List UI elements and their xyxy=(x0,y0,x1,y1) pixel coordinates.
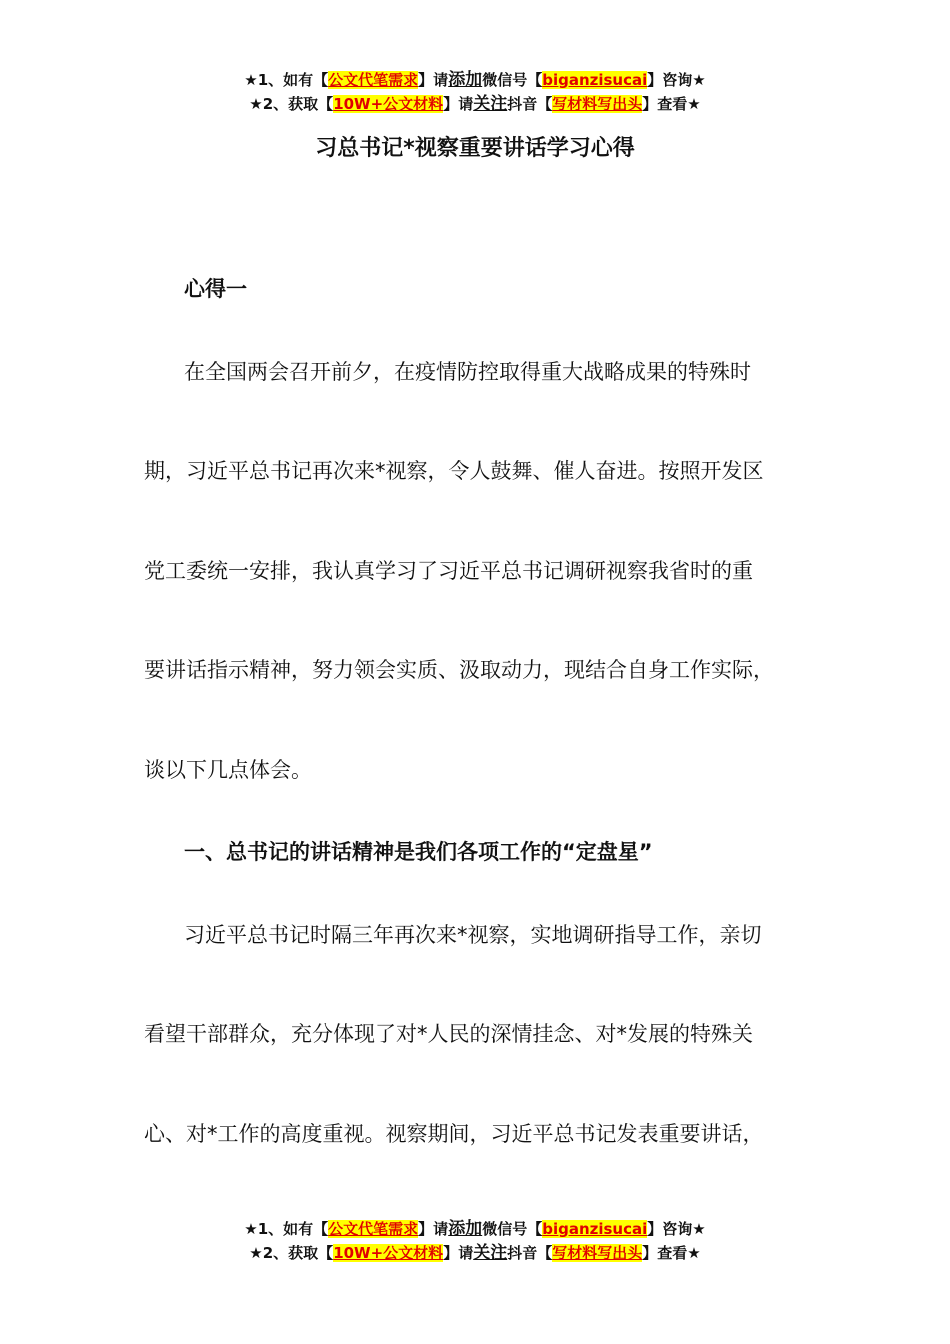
banner-emphasis: 关注 xyxy=(473,1243,508,1263)
banner-line-1 xyxy=(0,1217,950,1241)
highlight-wechat-id: biganzisucai xyxy=(542,1220,648,1238)
section-heading: 一、总书记的讲话精神是我们各项工作的“定盘星” xyxy=(184,840,653,864)
banner-text: 】请 xyxy=(418,71,449,89)
banner-text: 】查看★ xyxy=(642,95,701,113)
bottom-banner xyxy=(0,1217,950,1265)
banner-text: 抖音【 xyxy=(507,95,553,113)
paragraph-line: 谈以下几点体会。 xyxy=(144,758,312,782)
banner-text: 微信号【 xyxy=(482,1220,543,1238)
banner-emphasis: 添加 xyxy=(448,70,483,90)
highlight-materials: 10W+公文材料 xyxy=(333,95,444,113)
document-title: 习总书记*视察重要讲话学习心得 xyxy=(315,136,635,161)
paragraph-line: 期，习近平总书记再次来*视察，令人鼓舞、催人奋进。按照开发区 xyxy=(144,459,764,483)
banner-text: ★1、如有【 xyxy=(244,1220,329,1238)
banner-text: 】咨询★ xyxy=(647,1220,706,1238)
highlight-service: 公文代笔需求 xyxy=(328,1220,419,1238)
banner-text: ★2、获取【 xyxy=(249,1244,334,1262)
paragraph-line: 党工委统一安排，我认真学习了习近平总书记调研视察我省时的重 xyxy=(144,559,753,583)
banner-text: ★2、获取【 xyxy=(249,95,334,113)
banner-text: 微信号【 xyxy=(482,71,543,89)
banner-emphasis: 添加 xyxy=(448,1219,483,1239)
banner-text: 】查看★ xyxy=(642,1244,701,1262)
banner-text: 】请 xyxy=(418,1220,449,1238)
paragraph-line: 看望干部群众，充分体现了对*人民的深情挂念、对*发展的特殊关 xyxy=(144,1022,753,1046)
highlight-service: 公文代笔需求 xyxy=(328,71,419,89)
highlight-douyin-account: 写材料写出头 xyxy=(552,1244,643,1262)
paragraph-line: 习近平总书记时隔三年再次来*视察，实地调研指导工作，亲切 xyxy=(184,923,762,947)
paragraph-line: 心、对*工作的高度重视。视察期间，习近平总书记发表重要讲话， xyxy=(144,1122,764,1146)
banner-line-1 xyxy=(0,68,950,92)
banner-text: 】咨询★ xyxy=(647,71,706,89)
banner-line-2 xyxy=(0,92,950,116)
banner-emphasis: 关注 xyxy=(473,94,508,114)
banner-text: 】请 xyxy=(443,95,474,113)
section-heading: 心得一 xyxy=(184,277,247,301)
top-banner xyxy=(0,68,950,116)
paragraph-line: 要讲话指示精神，努力领会实质、汲取动力，现结合自身工作实际， xyxy=(144,658,774,682)
banner-text: 】请 xyxy=(443,1244,474,1262)
highlight-wechat-id: biganzisucai xyxy=(542,71,648,89)
banner-line-2 xyxy=(0,1241,950,1265)
banner-text: 抖音【 xyxy=(507,1244,553,1262)
highlight-materials: 10W+公文材料 xyxy=(333,1244,444,1262)
paragraph-line: 在全国两会召开前夕，在疫情防控取得重大战略成果的特殊时 xyxy=(184,360,751,384)
highlight-douyin-account: 写材料写出头 xyxy=(552,95,643,113)
banner-text: ★1、如有【 xyxy=(244,71,329,89)
